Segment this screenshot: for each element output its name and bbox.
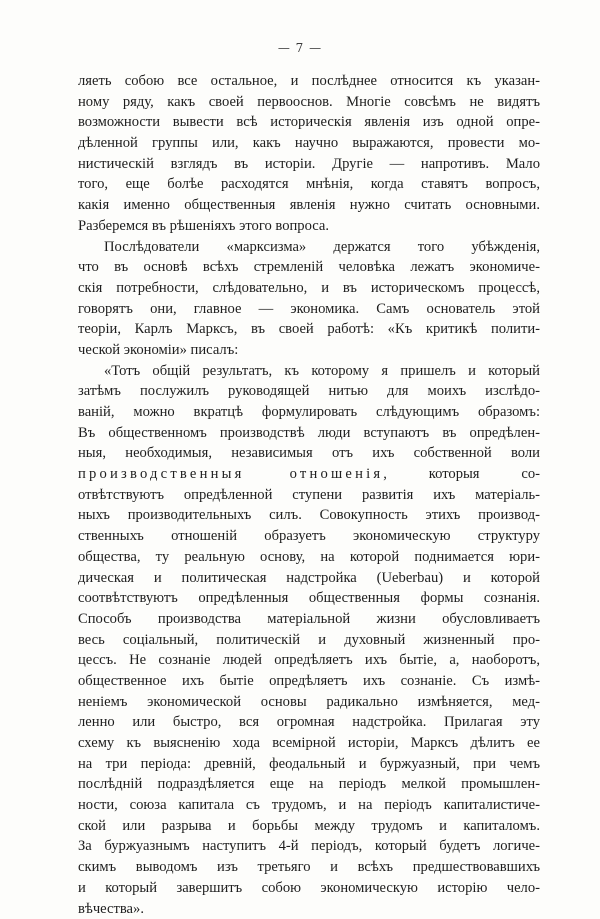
text-line: ности, союза капитала съ трудомъ, и на періодъ капиталистиче- — [78, 795, 540, 816]
text-line: общественное ихъ бытіе опредѣляетъ ихъ сознаніе. Съ измѣ- — [78, 671, 540, 692]
quote-first-line: «Тотъ общій результатъ, къ которому я пришелъ и который — [78, 361, 540, 382]
text-line: ляеть собою все остальное, и послѣднее относится къ указан- — [78, 71, 540, 92]
text-line: какія именно общественныя явленія нужно считать основными. — [78, 195, 540, 216]
page-number: — 7 — — [0, 41, 600, 55]
text-line: скія потребности, слѣдовательно, и въ историческомъ процессѣ, — [78, 278, 540, 299]
text-line: ской или разрыва и борьбы между трудомъ и капиталомъ. — [78, 816, 540, 837]
text-line: нистическій взглядъ въ исторіи. Другіе — напротивъ. Мало — [78, 154, 540, 175]
text-line: Разберемся въ рѣшеніяхъ этого вопроса. — [78, 216, 540, 237]
text-line: За буржуазнымъ наступитъ 4-й періодъ, который будетъ логиче- — [78, 836, 540, 857]
text-line: соотвѣтствуютъ опредѣленныя общественныя формы сознанія. — [78, 588, 540, 609]
text-line: ственныхъ отношеній образуетъ экономическую структуру — [78, 526, 540, 547]
body-text — [78, 71, 540, 919]
text-line: говорятъ они, главное — экономика. Самъ основатель этой — [78, 299, 540, 320]
paragraph-first-line: Послѣдователи «марксизма» держатся того убѣжденія, — [78, 237, 540, 258]
text-line: общества, ту реальную основу, на которой поднимается юри- — [78, 547, 540, 568]
spaced-emphasis: производственныя отношенія — [78, 466, 383, 482]
text-line: возможности вывести всѣ историческія явленія изъ одной опре- — [78, 112, 540, 133]
text-line: на три періода: древній, феодальный и буржуазный, при чемъ — [78, 754, 540, 775]
text-line: скимъ выводомъ изъ третьяго и всѣхъ предшествовавшихъ — [78, 857, 540, 878]
text-line: ныя, необходимыя, независимыя отъ ихъ собственной воли — [78, 443, 540, 464]
text-line: ленно или быстро, вся огромная надстройка. Прилагая эту — [78, 712, 540, 733]
text-line: ному ряду, какъ своей первооснов. Многіе совсѣмъ не видятъ — [78, 92, 540, 113]
text-line: и который завершитъ собою экономическую исторію чело- — [78, 878, 540, 899]
text-line: ныхъ производительныхъ силъ. Совокупность этихъ производ- — [78, 505, 540, 526]
text-line: того, еще болѣе расходятся мнѣнія, когда ставятъ вопросъ, — [78, 174, 540, 195]
text-line: цессъ. Не сознаніе людей опредѣляетъ ихъ бытіе, а, наоборотъ, — [78, 650, 540, 671]
text-line: дѣленной группы или, какъ научно выражаются, провести мо- — [78, 133, 540, 154]
text-line: ческой экономіи» писалъ: — [78, 340, 540, 361]
text-line-tail: , которыя со- — [383, 466, 540, 482]
text-line: Въ общественномъ производствѣ люди вступаютъ въ опредѣлен- — [78, 423, 540, 444]
text-line: что въ основѣ всѣхъ стремленій человѣка лежатъ экономиче- — [78, 257, 540, 278]
text-line: послѣдній подраздѣляется еще на періодъ мелкой промышлен- — [78, 774, 540, 795]
text-line: весь соціальный, политическій и духовный жизненный про- — [78, 630, 540, 651]
text-line: неніемъ экономической основы радикально измѣняется, мед- — [78, 692, 540, 713]
text-line: схему къ выясненію хода всемірной исторіи, Марксъ дѣлитъ ее — [78, 733, 540, 754]
text-line: затѣмъ послужилъ руководящей нитью для моихъ изслѣдо- — [78, 381, 540, 402]
text-line: вѣчества». — [78, 899, 540, 919]
text-line: Способъ производства матеріальной жизни обусловливаетъ — [78, 609, 540, 630]
text-line: отвѣтствуютъ опредѣленной ступени развитія ихъ матеріаль- — [78, 485, 540, 506]
text-line: дическая и политическая надстройка (Ueberbau) и которой — [78, 568, 540, 589]
text-line-emphasis — [78, 464, 540, 485]
text-line: теоріи, Карлъ Марксъ, въ своей работѣ: «Къ критикѣ полити- — [78, 319, 540, 340]
text-line: ваній, можно вкратцѣ формулировать слѣдующимъ образомъ: — [78, 402, 540, 423]
